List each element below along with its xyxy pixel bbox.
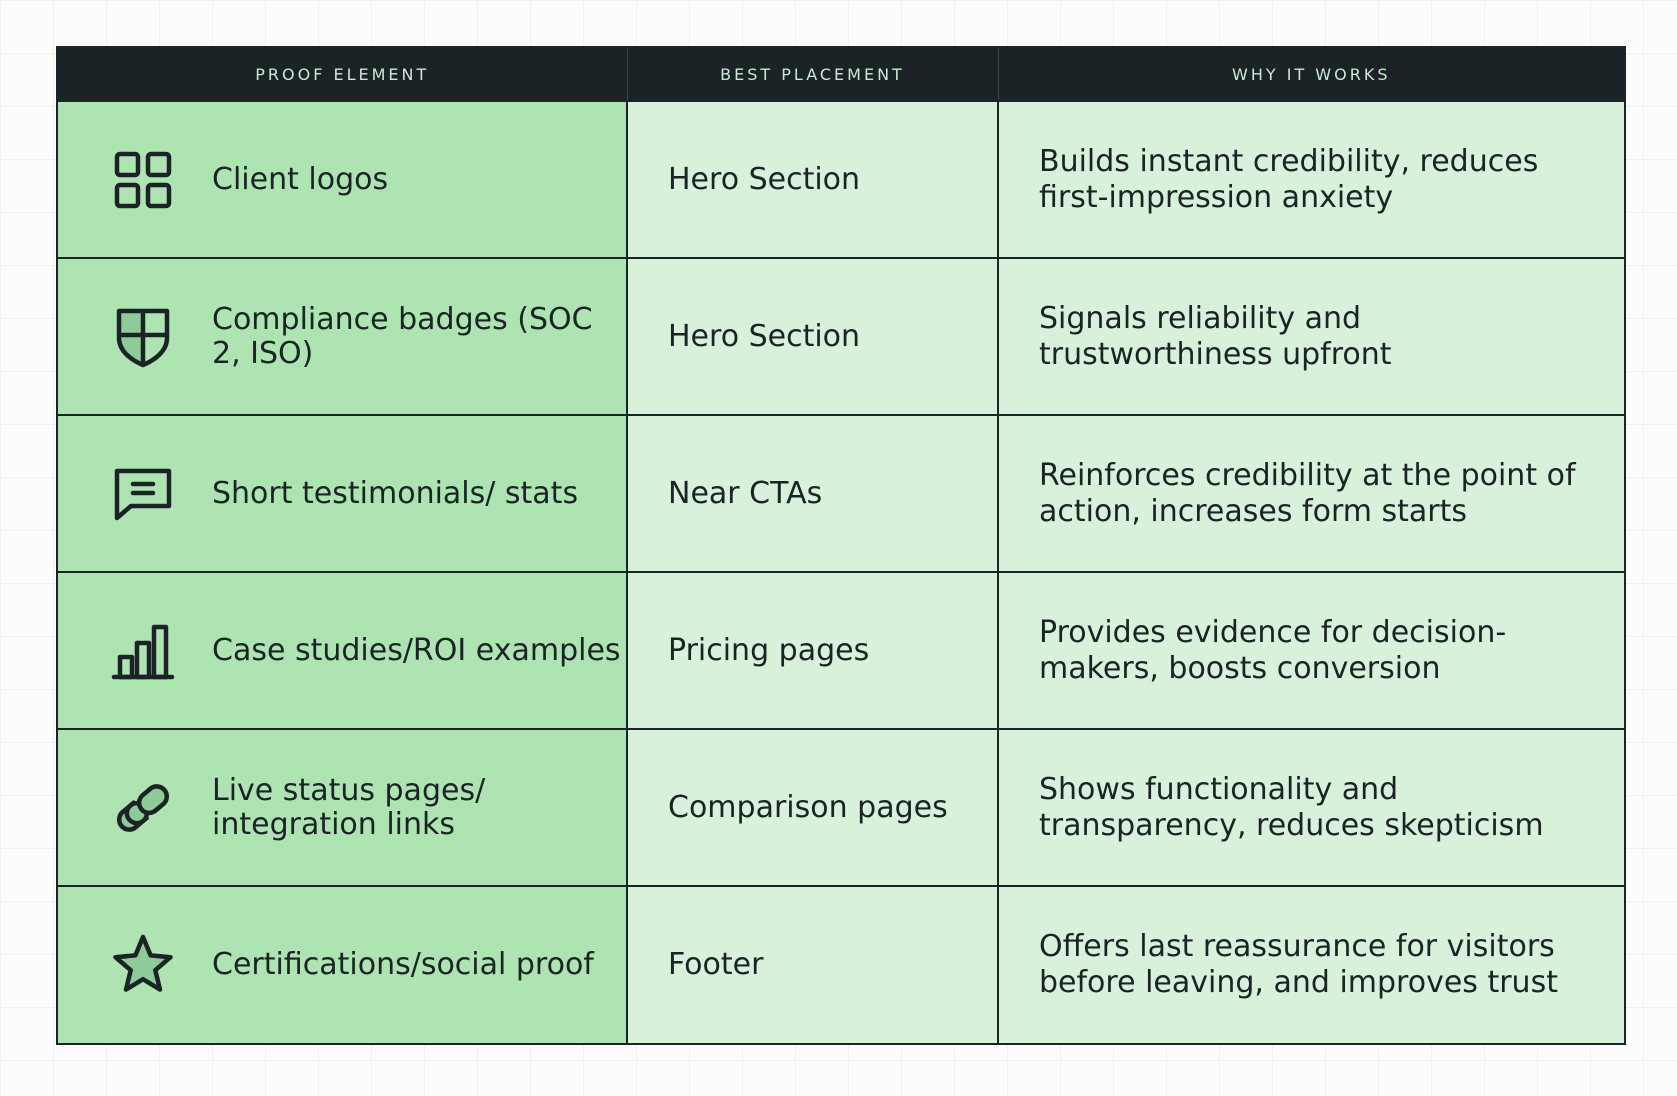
header-why-it-works: WHY IT WORKS	[1232, 64, 1391, 84]
proof-cell	[58, 101, 627, 258]
star-icon	[108, 930, 178, 1000]
placement-cell: Near CTAs	[627, 415, 998, 572]
why-cell: Shows functionality and transparency, reduces skepticism	[998, 729, 1624, 886]
proof-table	[58, 48, 1624, 1043]
shield-icon	[108, 302, 178, 372]
table-row	[58, 886, 1624, 1043]
grid-icon	[108, 145, 178, 215]
placement-cell: Hero Section	[627, 258, 998, 415]
link-icon	[108, 773, 178, 843]
placement-cell: Pricing pages	[627, 572, 998, 729]
why-cell: Reinforces credibility at the point of action, increases form starts	[998, 415, 1624, 572]
proof-cell	[58, 886, 627, 1043]
proof-cell	[58, 258, 627, 415]
why-cell: Signals reliability and trustworthiness upfront	[998, 258, 1624, 415]
table-row	[58, 415, 1624, 572]
why-cell: Offers last reassurance for visitors before leaving, and improves trust	[998, 886, 1624, 1043]
header-proof-element: PROOF ELEMENT	[58, 48, 627, 101]
proof-label: Short testimonials/ stats	[212, 475, 579, 511]
proof-cell	[58, 572, 627, 729]
proof-cell	[58, 415, 627, 572]
table-row	[58, 572, 1624, 729]
placement-cell: Comparison pages	[627, 729, 998, 886]
proof-label: Live status pages/ integration links	[212, 772, 486, 842]
header-best-placement: BEST PLACEMENT	[627, 48, 998, 101]
table-header-row	[58, 48, 1624, 101]
bar-chart-icon	[108, 616, 178, 686]
proof-cell	[58, 729, 627, 886]
table-row	[58, 101, 1624, 258]
why-cell: Provides evidence for decision-makers, boosts conversion	[998, 572, 1624, 729]
proof-label: Client logos	[212, 161, 389, 197]
proof-label: Certifications/social proof	[212, 947, 594, 982]
table-row	[58, 729, 1624, 886]
why-cell: Builds instant credibility, reduces first-impression anxiety	[998, 101, 1624, 258]
placement-cell: Hero Section	[627, 101, 998, 258]
chat-icon	[108, 459, 178, 529]
proof-table-container	[56, 46, 1626, 1045]
proof-label: Case studies/ROI examples	[212, 632, 621, 668]
proof-label: Compliance badges (SOC 2, ISO)	[212, 301, 593, 371]
table-row	[58, 258, 1624, 415]
placement-cell: Footer	[627, 886, 998, 1043]
